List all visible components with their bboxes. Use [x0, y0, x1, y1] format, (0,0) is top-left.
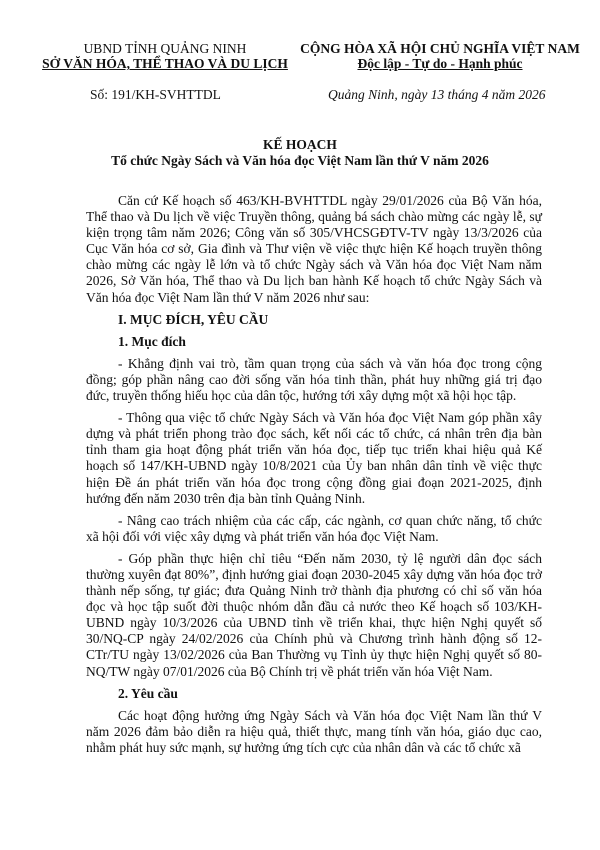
requirement-paragraph: Các hoạt động hưởng ứng Ngày Sách và Văn hóa đọc Việt Nam lần thứ V năm 2026 đảm bảo diễn ra hiệu quả, thiết thực, mang tính văn hóa, giáo dục cao, nhằm phát huy sức mạnh, sự hưởng ứng tích cực của nhân dân và các tổ chức xã	[86, 707, 542, 755]
subsection2-heading: 2. Yêu cầu	[118, 685, 178, 701]
section1-heading: I. MỤC ĐÍCH, YÊU CẦU	[118, 311, 269, 327]
purpose-paragraph: - Nâng cao trách nhiệm của các cấp, các ngành, cơ quan chức năng, tổ chức xã hội đối với việc xây dựng và phát triển văn hóa đọc Việt Nam.	[86, 512, 542, 544]
intro-paragraph: Căn cứ Kế hoạch số 463/KH-BVHTTDL ngày 29/01/2026 của Bộ Văn hóa, Thể thao và Du lịch về việc Truyền thông, quảng bá sách chào mừng các ngày lễ, sự kiện trọng tâm năm 2026; Công văn số 305/VHCSGĐTV-TV ngày 13/3/2026 của Cục Văn hóa cơ sở, Gia đình và Thư viện về việc thực hiện Kế hoạch truyền thông chào mừng các ngày lễ lớn và tổ chức Ngày sách và Văn hóa đọc Việt Nam năm 2026, Sở Văn hóa, Thể thao và Du lịch ban hành Kế hoạch tổ chức Ngày Sách và Văn hóa đọc Việt Nam lần thứ V năm 2026 như sau:	[86, 193, 542, 305]
document-subtitle: Tổ chức Ngày Sách và Văn hóa đọc Việt Nam lần thứ V năm 2026	[111, 153, 489, 168]
nation-header	[295, 41, 585, 71]
agency-line2-text: SỞ VĂN HÓA, THỂ THAO VÀ DU LỊCH	[42, 56, 288, 71]
agency-line1: UBND TỈNH QUẢNG NINH	[83, 41, 247, 56]
purpose-paragraph: - Khẳng định vai trò, tầm quan trọng của sách và văn hóa đọc trong cộng đồng; góp phần nâng cao đời sống văn hóa tinh thần, phát huy những giá trị đạo đức, truyền thống hiếu học của dân tộc, hướng tới xây dựng một xã hội học tập.	[86, 355, 542, 404]
document-body	[86, 193, 542, 762]
purpose-paragraph: - Góp phần thực hiện chỉ tiêu “Đến năm 2030, tỷ lệ người dân đọc sách thường xuyên đạt 80%”, định hướng giai đoạn 2030-2045 xây dựng văn hóa đọc trở thành nếp sống, tự giác; đưa Quảng Ninh trở thành địa phương có chỉ số văn hóa đọc và học tập suốt đời thuộc nhóm dẫn đầu cả nước theo Kế hoạch số 103/KH-UBND ngày 10/3/2026 của UBND tỉnh về triển khai, thực hiện Nghị quyết số 30/NQ-CP ngày 24/02/2026 của Chính phủ và Chương trình hành động số 12-CTr/TU ngày 13/02/2026 của Ban Thường vụ Tỉnh ủy thực hiện Nghị quyết số 80-NQ/TW ngày 07/01/2026 của Bộ Chính trị về phát triển văn hóa Việt Nam.	[86, 550, 542, 679]
document-number: Số: 191/KH-SVHTTDL	[90, 87, 221, 102]
nation-motto: Độc lập - Tự do - Hạnh phúc	[357, 56, 523, 71]
purpose-paragraph: - Thông qua việc tổ chức Ngày Sách và Văn hóa đọc Việt Nam góp phần xây dựng và phát triển phong trào đọc sách, kết nối các tổ chức, cá nhân trên địa bàn tỉnh tham gia hoạt động phát triển văn hóa đọc, tiếp tục triển khai hiệu quả Kế hoạch số 147/KH-UBND ngày 10/8/2021 của Ủy ban nhân dân tỉnh về việc thực hiện Đề án phát triển văn hóa đọc trong cộng đồng giai đoạn 2021-2025, định hướng đến năm 2030 trên địa bàn tỉnh Quảng Ninh.	[86, 410, 542, 506]
nation-line2	[295, 56, 585, 71]
place-date: Quảng Ninh, ngày 13 tháng 4 năm 2026	[328, 87, 546, 102]
nation-line1: CỘNG HÒA XÃ HỘI CHỦ NGHĨA VIỆT NAM	[300, 41, 580, 56]
document-title: KẾ HOẠCH	[263, 137, 337, 152]
subsection1-heading: 1. Mục đích	[118, 333, 186, 349]
agency-header	[30, 41, 300, 71]
agency-line2	[30, 56, 300, 71]
